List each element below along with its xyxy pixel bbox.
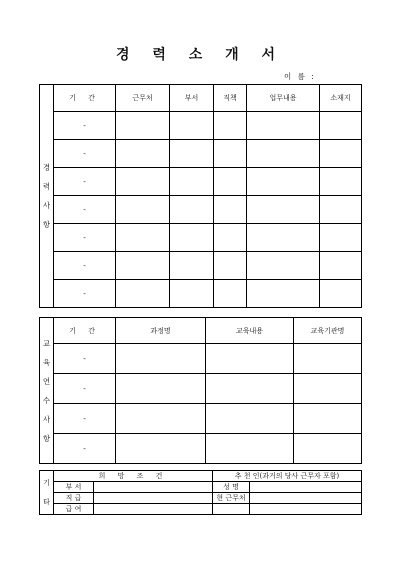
course-name-cell[interactable] [116, 374, 206, 404]
institution-cell[interactable] [294, 374, 362, 404]
location-cell[interactable] [320, 112, 362, 140]
salary-value[interactable] [94, 504, 213, 515]
page-title: 경 력 소 개 서 [115, 47, 285, 63]
table-row [40, 434, 362, 464]
period-cell[interactable]: - [54, 374, 116, 404]
department-cell[interactable] [170, 224, 214, 252]
workplace-cell[interactable] [116, 196, 170, 224]
name-label: 이 름 : [284, 72, 316, 81]
table-row [40, 224, 362, 252]
current-workplace-label: 현 근무처 [213, 493, 250, 504]
table-row [40, 280, 362, 308]
dept-label: 부 서 [54, 482, 94, 493]
header-institution: 교육기관명 [294, 318, 362, 344]
dept-value[interactable] [94, 482, 213, 493]
recommender-name-value[interactable] [250, 482, 362, 493]
current-workplace-value[interactable] [250, 493, 362, 504]
period-cell[interactable]: - [54, 168, 116, 196]
career-side-label: 경 력 사 항 [40, 85, 54, 308]
period-cell[interactable]: - [54, 434, 116, 464]
table-row [40, 252, 362, 280]
training-table [39, 317, 362, 464]
header-position: 직책 [214, 85, 247, 112]
department-cell[interactable] [170, 280, 214, 308]
period-cell[interactable]: - [54, 252, 116, 280]
institution-cell[interactable] [294, 344, 362, 374]
course-name-cell[interactable] [116, 404, 206, 434]
period-cell[interactable]: - [54, 140, 116, 168]
duties-cell[interactable] [247, 196, 320, 224]
header-course-content: 교육내용 [206, 318, 294, 344]
period-cell[interactable]: - [54, 344, 116, 374]
position-cell[interactable] [214, 168, 247, 196]
empty-value[interactable] [250, 504, 362, 515]
period-cell[interactable]: - [54, 280, 116, 308]
header-duties: 업무내용 [247, 85, 320, 112]
desired-conditions-header: 희 망 조 건 [54, 471, 213, 482]
course-content-cell[interactable] [206, 434, 294, 464]
salary-label: 급 여 [54, 504, 94, 515]
workplace-cell[interactable] [116, 224, 170, 252]
workplace-cell[interactable] [116, 280, 170, 308]
location-cell[interactable] [320, 252, 362, 280]
location-cell[interactable] [320, 196, 362, 224]
table-row [40, 374, 362, 404]
institution-cell[interactable] [294, 434, 362, 464]
workplace-cell[interactable] [116, 140, 170, 168]
table-row [40, 140, 362, 168]
table-row [40, 168, 362, 196]
training-side-label: 교 육 연 수 사 항 [40, 318, 54, 464]
period-cell[interactable]: - [54, 196, 116, 224]
rank-label: 직 급 [54, 493, 94, 504]
position-cell[interactable] [214, 280, 247, 308]
position-cell[interactable] [214, 140, 247, 168]
rank-value[interactable] [94, 493, 213, 504]
recommender-name-label: 성 명 [213, 482, 250, 493]
table-row [40, 404, 362, 434]
workplace-cell[interactable] [116, 168, 170, 196]
table-row [40, 112, 362, 140]
duties-cell[interactable] [247, 280, 320, 308]
department-cell[interactable] [170, 140, 214, 168]
course-content-cell[interactable] [206, 404, 294, 434]
header-period: 기 간 [54, 85, 116, 112]
location-cell[interactable] [320, 140, 362, 168]
department-cell[interactable] [170, 252, 214, 280]
other-table [39, 470, 362, 515]
table-row [40, 344, 362, 374]
empty-label [213, 504, 250, 515]
header-location: 소재지 [320, 85, 362, 112]
duties-cell[interactable] [247, 224, 320, 252]
workplace-cell[interactable] [116, 112, 170, 140]
course-content-cell[interactable] [206, 344, 294, 374]
department-cell[interactable] [170, 112, 214, 140]
period-cell[interactable]: - [54, 404, 116, 434]
header-period: 기 간 [54, 318, 116, 344]
position-cell[interactable] [214, 252, 247, 280]
header-course-name: 과정명 [116, 318, 206, 344]
recommender-header: 추 천 인(과거의 당사 근무자 포함) [213, 471, 362, 482]
table-row [40, 196, 362, 224]
workplace-cell[interactable] [116, 252, 170, 280]
period-cell[interactable]: - [54, 112, 116, 140]
career-table [39, 84, 362, 308]
position-cell[interactable] [214, 196, 247, 224]
other-side-label: 기 타 [40, 471, 54, 515]
duties-cell[interactable] [247, 112, 320, 140]
header-department: 부서 [170, 85, 214, 112]
header-workplace: 근무처 [116, 85, 170, 112]
location-cell[interactable] [320, 168, 362, 196]
location-cell[interactable] [320, 280, 362, 308]
position-cell[interactable] [214, 112, 247, 140]
course-name-cell[interactable] [116, 344, 206, 374]
course-name-cell[interactable] [116, 434, 206, 464]
duties-cell[interactable] [247, 168, 320, 196]
position-cell[interactable] [214, 224, 247, 252]
institution-cell[interactable] [294, 404, 362, 434]
course-content-cell[interactable] [206, 374, 294, 404]
duties-cell[interactable] [247, 140, 320, 168]
location-cell[interactable] [320, 224, 362, 252]
department-cell[interactable] [170, 196, 214, 224]
period-cell[interactable]: - [54, 224, 116, 252]
department-cell[interactable] [170, 168, 214, 196]
duties-cell[interactable] [247, 252, 320, 280]
